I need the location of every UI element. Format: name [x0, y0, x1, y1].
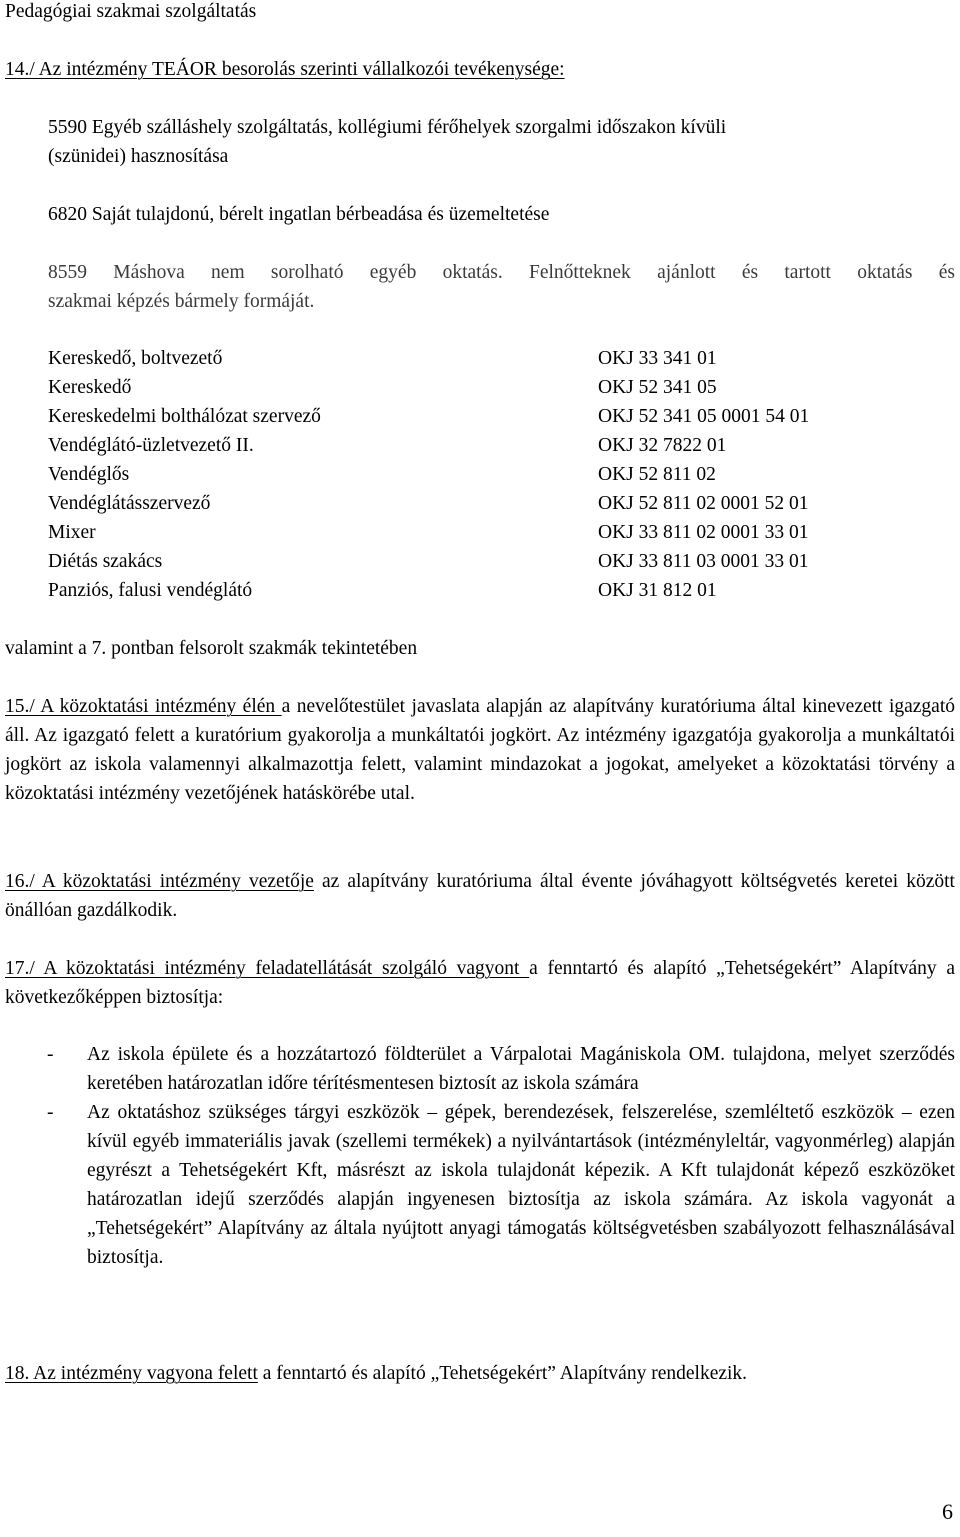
list-item	[5, 1098, 955, 1272]
okj-name: Mixer	[48, 522, 96, 543]
okj-table-footnote: valamint a 7. pontban felsorolt szakmák tekintetében	[5, 638, 418, 659]
okj-name: Vendéglátó-üzletvezető II.	[48, 435, 254, 456]
activity-8559-line1: 8559 Máshova nem sorolható egyéb oktatás. Felnőtteknek ajánlott és tartott oktatás és	[48, 262, 955, 283]
section-18-paragraph	[5, 1359, 955, 1388]
list-item	[5, 1040, 955, 1098]
okj-name: Vendéglátásszervező	[48, 493, 211, 514]
okj-name: Kereskedelmi bolthálózat szervező	[48, 406, 321, 427]
okj-code: OKJ 52 811 02	[598, 464, 716, 485]
okj-name: Kereskedő, boltvezető	[48, 348, 223, 369]
section-15-heading: 15./ A közoktatási intézmény élén	[5, 696, 282, 717]
list-dash: -	[47, 1044, 54, 1065]
section-15-text: a nevelőtestület javaslata alapján az alapítvány kuratóriuma által kinevezett igazgató áll. Az igazgató felett a kuratórium gyakorolja a munkáltatói jogkört. Az intézmény igazgatója gyakorolja a munkáltatói jogkört az iskola valamennyi alkalmazottja felett, valamint mindazokat a jogokat, amelyeket a közoktatási törvény a közoktatási intézmény vezetőjének hatáskörébe utal.	[5, 696, 956, 804]
list-item-text: Az oktatáshoz szükséges tárgyi eszközök – gépek, berendezések, felszerelése, szemléltető eszközök – ezen kívül egyéb immateriális javak (szellemi termékek) a nyilvántartások (intézményleltár, vagyonmérleg) alapján egyrészt a Tehetségekért Kft, másrészt az iskola tulajdonát képezik. A Kft tulajdonát képező eszközöket határozatlan idejű szerződés alapján ingyenesen biztosítja az iskola számára. Az iskola vagyonát a „Tehetségekért” Alapítvány az általa nyújtott anyagi támogatás költségvetésben szabályozott felhasználásával biztosítja.	[87, 1102, 955, 1268]
okj-code: OKJ 33 341 01	[598, 348, 717, 369]
okj-code: OKJ 52 341 05	[598, 377, 717, 398]
section-15-paragraph	[5, 692, 955, 808]
section-18-heading: 18. Az intézmény vagyona felett	[5, 1363, 258, 1384]
list-item-text: Az iskola épülete és a hozzátartozó földterület a Várpalotai Magániskola OM. tulajdona, melyet szerződés keretében határozatlan időre térítésmentesen biztosít az iskola számára	[87, 1044, 955, 1094]
okj-name: Kereskedő	[48, 377, 132, 398]
activity-5590-line1: 5590 Egyéb szálláshely szolgáltatás, kollégiumi férőhelyek szorgalmi időszakon kívüli	[48, 117, 727, 138]
okj-name: Panziós, falusi vendéglátó	[48, 580, 253, 601]
page-header: Pedagógiai szakmai szolgáltatás	[5, 1, 257, 22]
okj-name: Diétás szakács	[48, 551, 163, 572]
okj-name: Vendéglős	[48, 464, 130, 485]
section-17-list	[5, 1040, 955, 1272]
okj-code: OKJ 52 341 05 0001 54 01	[598, 406, 810, 427]
okj-code: OKJ 31 812 01	[598, 580, 717, 601]
page-number: 6	[942, 1499, 953, 1524]
section-17-heading: 17./ A közoktatási intézmény feladatellátását szolgáló vagyont	[5, 958, 530, 979]
okj-code: OKJ 52 811 02 0001 52 01	[598, 493, 809, 514]
activity-5590-line2: (szünidei) hasznosítása	[48, 146, 229, 167]
activity-6820: 6820 Saját tulajdonú, bérelt ingatlan bérbeadása és üzemeltetése	[48, 204, 550, 225]
section-17-paragraph	[5, 954, 955, 1012]
section-16-text: az alapítvány kuratóriuma által évente jóváhagyott költségvetés keretei között önállóan gazdálkodik.	[5, 871, 955, 921]
section-14-heading: 14./ Az intézmény TEÁOR besorolás szerinti vállalkozói tevékenysége:	[5, 59, 565, 80]
okj-code: OKJ 33 811 03 0001 33 01	[598, 551, 809, 572]
activity-8559-line2: szakmai képzés bármely formáját.	[48, 291, 315, 312]
section-16-paragraph	[5, 867, 955, 925]
list-dash: -	[47, 1102, 54, 1123]
okj-code: OKJ 32 7822 01	[598, 435, 727, 456]
section-18-text: a fenntartó és alapító „Tehetségekért” Alapítvány rendelkezik.	[257, 1363, 748, 1384]
section-17-text: a fenntartó és alapító „Tehetségekért” Alapítvány a következőképpen biztosítja:	[5, 958, 956, 1008]
section-16-heading: 16./ A közoktatási intézmény vezetője	[5, 871, 314, 892]
okj-code: OKJ 33 811 02 0001 33 01	[598, 522, 809, 543]
